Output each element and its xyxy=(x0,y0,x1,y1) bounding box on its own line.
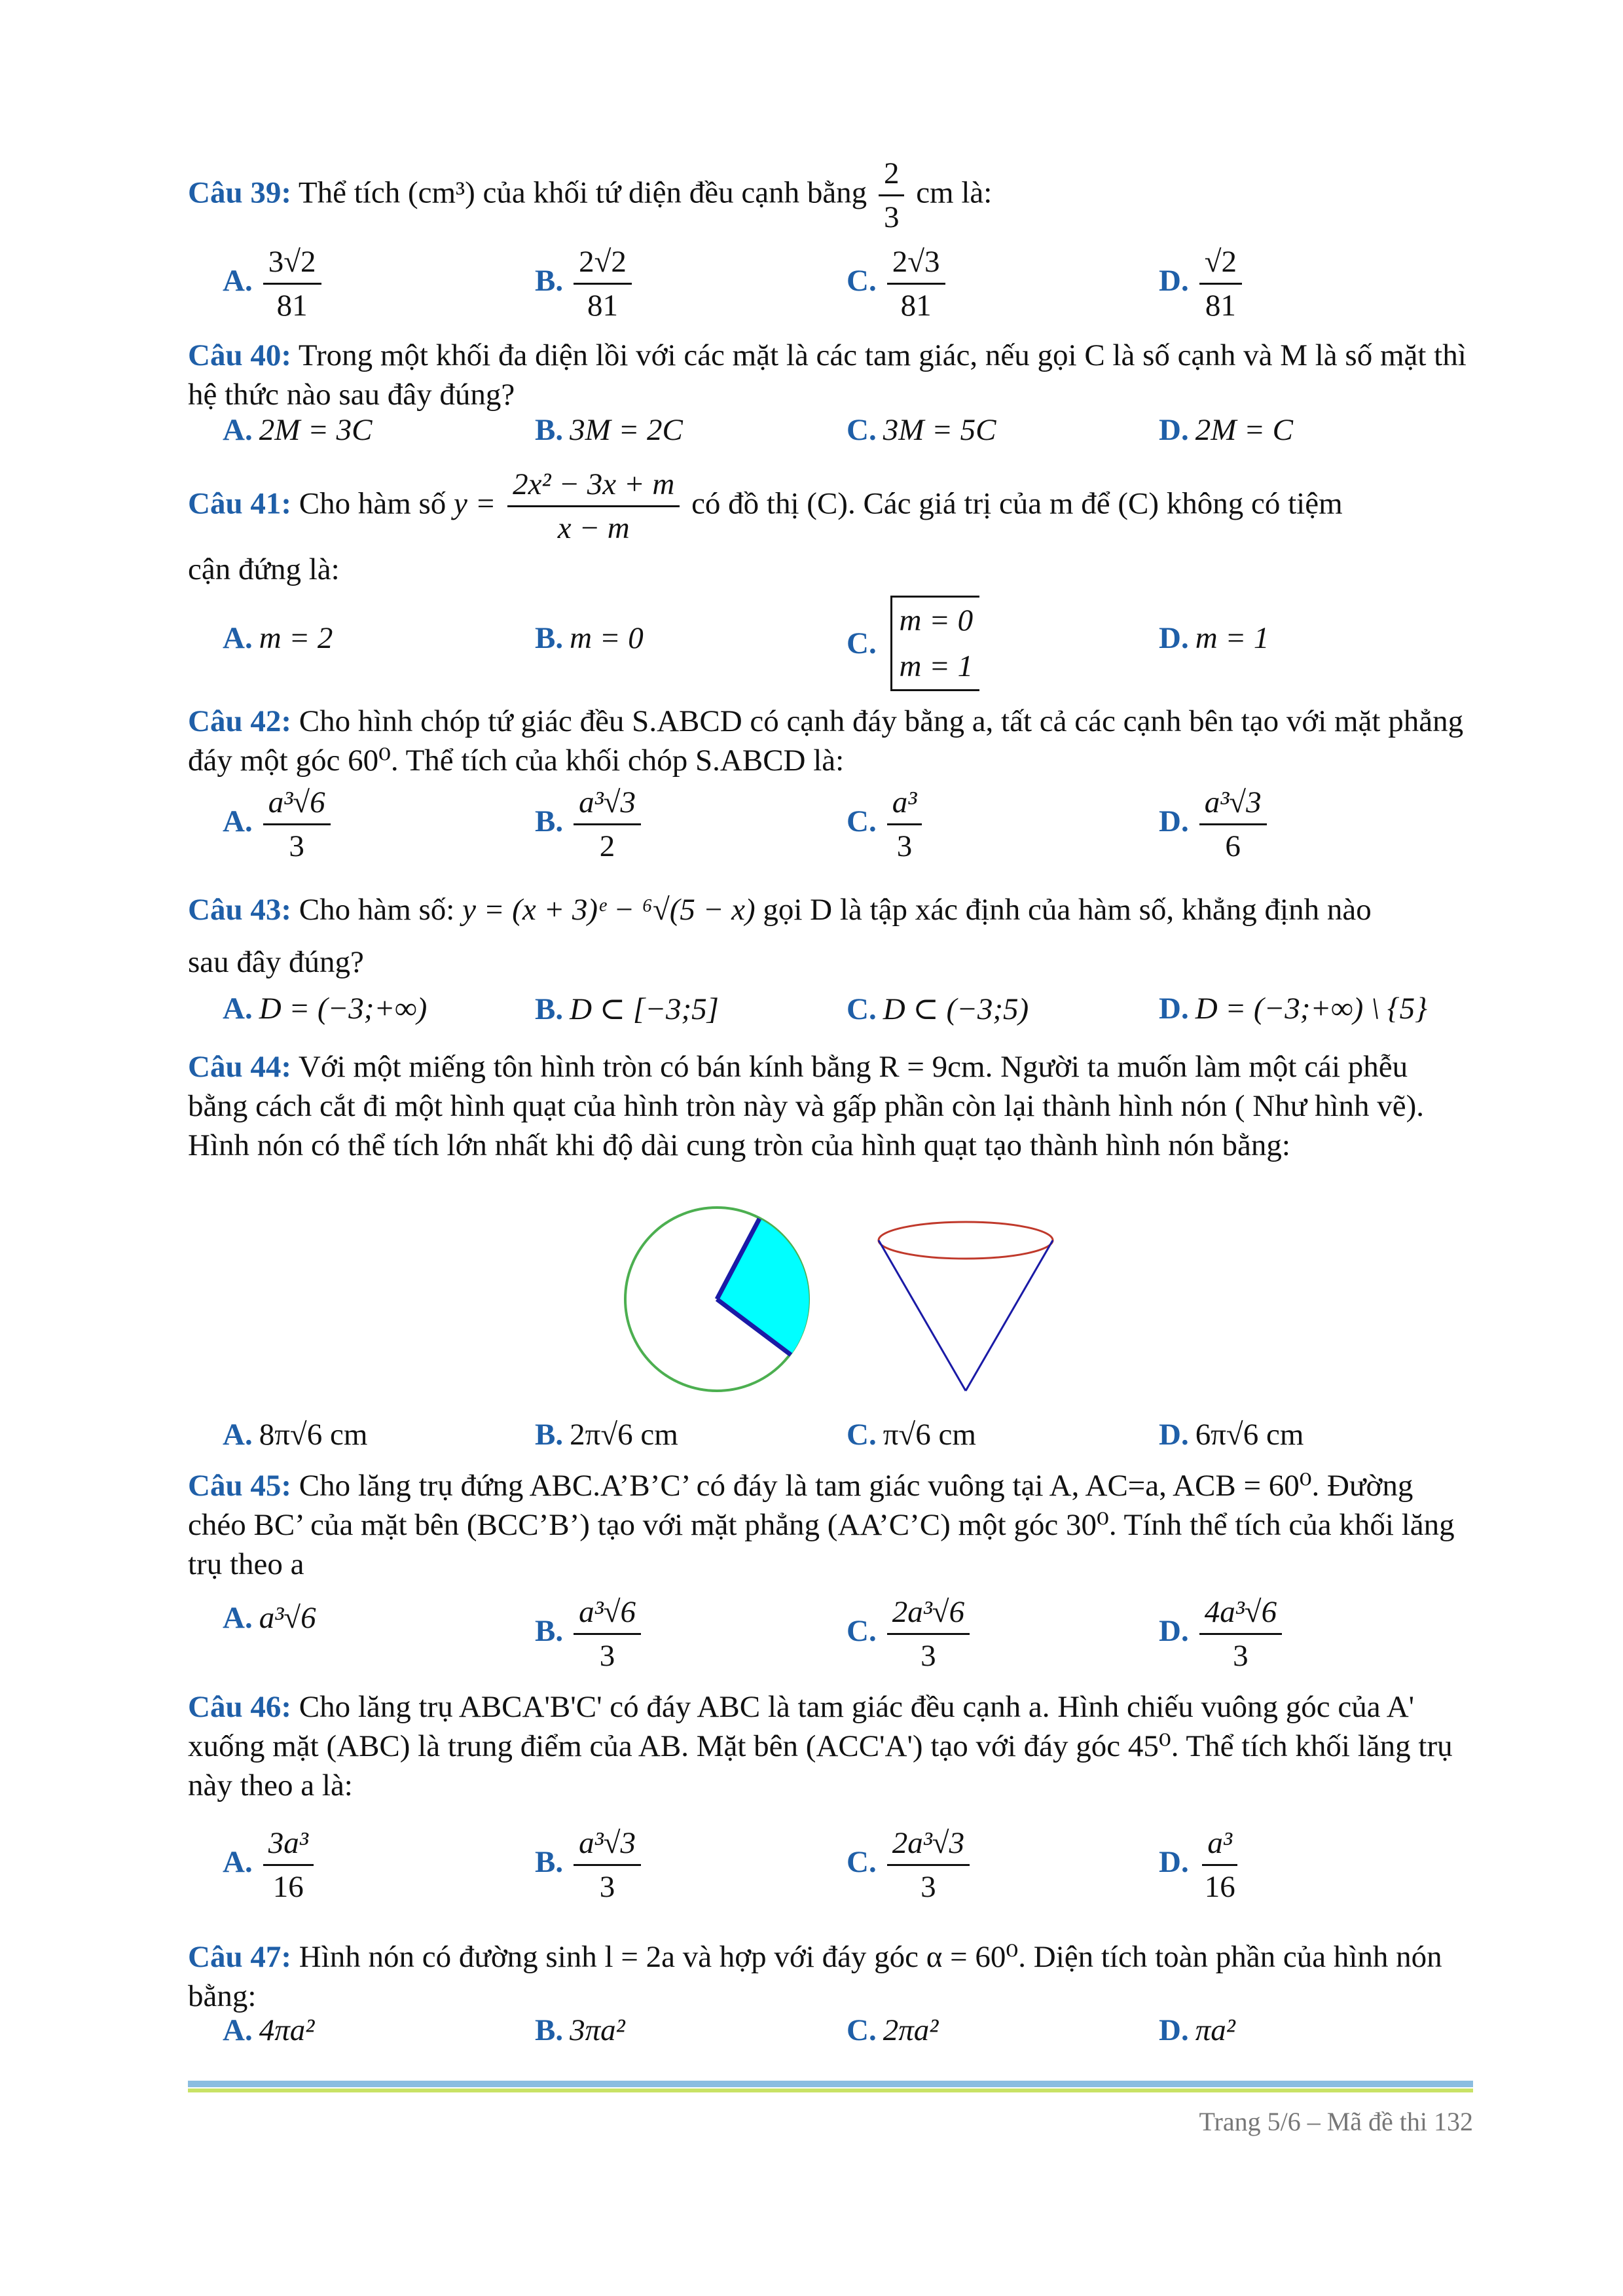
option-c[interactable]: C. 3M = 5C xyxy=(847,413,996,447)
option-d[interactable]: D. D = (−3;+∞) \ {5} xyxy=(1159,992,1427,1026)
option-c[interactable]: C. $\frac{\text{2a³√3}}{3}$ xyxy=(847,1825,974,1905)
cone-side-left xyxy=(879,1240,966,1391)
question-text: Thể tích (cm³) của khối tứ diện đều cạnh bằng xyxy=(298,175,867,210)
question-text: Cho lăng trụ đứng ABC.A’B’C’ có đáy là tam giác vuông tại A, AC=a, ACB = 60⁰. Đường chéo BC’ của mặt bên (BCC’B’) tạo với mặt phẳng (AA’C’C) một góc 30⁰. Tính thể tích của khối lăng trụ theo a xyxy=(188,1469,1455,1581)
option-c[interactable]: C. m = 0 m = 1 xyxy=(847,596,979,691)
option-c[interactable]: C. 2πa² xyxy=(847,2013,939,2047)
question-label: Câu 46: xyxy=(188,1690,291,1724)
question-text: Cho lăng trụ ABCA'B'C' có đáy ABC là tam giác đều cạnh a. Hình chiếu vuông góc của A' xuống mặt (ABC) là trung điểm của AB. Mặt bên (ACC'A') tạo với đáy góc 45⁰. Thể tích khối lăng trụ này theo a là: xyxy=(188,1690,1453,1803)
option-d[interactable]: D. πa² xyxy=(1159,2013,1235,2047)
question-tail: cm là: xyxy=(916,175,993,210)
option-d[interactable]: D. $\frac{√2}{81}$ xyxy=(1159,243,1246,324)
option-c[interactable]: C. π√6 cm xyxy=(847,1418,976,1452)
question-42 xyxy=(188,702,1473,780)
option-c[interactable]: C. $\frac{2√3}{81}$ xyxy=(847,243,949,324)
question-text: Cho hình chóp tứ giác đều S.ABCD có cạnh đáy bằng a, tất cả các cạnh bên tạo với mặt phẳng đáy một góc 60⁰. Thể tích của khối chóp S.ABCD là: xyxy=(188,704,1464,778)
option-a[interactable]: A. m = 2 xyxy=(223,621,333,655)
option-a[interactable]: A. $\frac{3√2}{81}$ xyxy=(223,243,325,324)
cone-side-right xyxy=(966,1240,1053,1391)
option-b[interactable]: B. 2π√6 cm xyxy=(535,1418,678,1452)
question-text-cont: gọi D là tập xác định của hàm số, khẳng định nào xyxy=(763,893,1372,927)
circle-sector-figure xyxy=(615,1204,1087,1401)
question-text: Trong một khối đa diện lồi với các mặt là các tam giác, nếu gọi C là số cạnh và M là số mặt thì hệ thức nào sau đây đúng? xyxy=(188,338,1467,412)
option-b[interactable]: B. $\frac{2√2}{81}$ xyxy=(535,243,636,324)
option-c[interactable]: C. $\frac{\text{a³}}{3}$ xyxy=(847,784,926,865)
question-label: Câu 47: xyxy=(188,1940,291,1974)
option-a[interactable]: A. $\frac{\text{3a³}}{16}$ xyxy=(223,1825,318,1905)
question-43-line2 xyxy=(188,942,1473,982)
question-label: Câu 44: xyxy=(188,1050,291,1084)
question-41 xyxy=(188,466,1473,547)
cone-rim xyxy=(879,1222,1053,1259)
question-label: Câu 42: xyxy=(188,704,291,738)
question-text: Cho hàm số xyxy=(299,486,447,521)
question-text-end: cận đứng là: xyxy=(188,552,340,586)
question-label: Câu 39: xyxy=(188,175,291,210)
option-d[interactable]: D. 6π√6 cm xyxy=(1159,1418,1304,1452)
option-b[interactable]: B. 3πa² xyxy=(535,2013,625,2047)
option-a[interactable]: A. a³√6 xyxy=(223,1601,316,1635)
question-47 xyxy=(188,1937,1473,2016)
footer-rule-green xyxy=(188,2089,1473,2092)
question-text-cont: có đồ thị (C). Các giá trị của m để (C) không có tiệm xyxy=(691,486,1343,521)
fraction: $\frac{\text{2x² − 3x + m}}{x - m}$ xyxy=(507,466,680,547)
question-43 xyxy=(188,890,1473,929)
option-b[interactable]: B. m = 0 xyxy=(535,621,644,655)
fraction: $\frac{2}{3}$ xyxy=(879,155,905,236)
question-label: Câu 40: xyxy=(188,338,291,372)
question-39 xyxy=(188,155,1473,236)
question-label: Câu 41: xyxy=(188,486,291,521)
question-45 xyxy=(188,1466,1473,1584)
question-text-end: sau đây đúng? xyxy=(188,945,364,979)
footer-rule-blue xyxy=(188,2081,1473,2087)
option-b[interactable]: B. D ⊂ [−3;5] xyxy=(535,992,719,1026)
option-b[interactable]: B. $\frac{\text{a³√3}}{3}$ xyxy=(535,1825,645,1905)
page-footer: Trang 5/6 – Mã đề thi 132 xyxy=(1199,2107,1473,2136)
option-a[interactable]: A. $\frac{\text{a³√6}}{3}$ xyxy=(223,784,335,865)
question-text: Hình nón có đường sinh l = 2a và hợp với đáy góc α = 60⁰. Diện tích toàn phần của hình nón bằng: xyxy=(188,1940,1442,2013)
question-label: Câu 43: xyxy=(188,893,291,927)
option-b[interactable]: B. $\frac{\text{a³√3}}{2}$ xyxy=(535,784,645,865)
question-text: Cho hàm số: xyxy=(299,893,455,927)
question-40 xyxy=(188,336,1473,414)
option-a[interactable]: A. 8π√6 cm xyxy=(223,1418,368,1452)
question-41-line2 xyxy=(188,550,1473,589)
question-46 xyxy=(188,1687,1473,1805)
question-44 xyxy=(188,1047,1473,1165)
function-lhs: y = xyxy=(454,486,496,521)
question-text: Với một miếng tôn hình tròn có bán kính bằng R = 9cm. Người ta muốn làm một cái phễu bằng cách cắt đi một hình quạt của hình tròn này và gấp phần còn lại thành hình nón ( Như hình vẽ). Hình nón có thể tích lớn nhất khi độ dài cung tròn của hình quạt tạo thành hình nón bằng: xyxy=(188,1050,1425,1162)
option-c[interactable]: C. D ⊂ (−3;5) xyxy=(847,992,1029,1026)
option-d[interactable]: D. 2M = C xyxy=(1159,413,1293,447)
option-a[interactable]: A. 4πa² xyxy=(223,2013,315,2047)
option-a[interactable]: A. 2M = 3C xyxy=(223,413,373,447)
option-d[interactable]: D. $\frac{\text{4a³√6}}{3}$ xyxy=(1159,1594,1286,1674)
option-b[interactable]: B. $\frac{\text{a³√6}}{3}$ xyxy=(535,1594,645,1674)
option-d[interactable]: D. m = 1 xyxy=(1159,621,1269,655)
question-label: Câu 45: xyxy=(188,1469,291,1503)
option-a[interactable]: A. D = (−3;+∞) xyxy=(223,992,428,1026)
option-b[interactable]: B. 3M = 2C xyxy=(535,413,683,447)
option-d[interactable]: D. $\frac{\text{a³√3}}{6}$ xyxy=(1159,784,1271,865)
option-c[interactable]: C. $\frac{\text{2a³√6}}{3}$ xyxy=(847,1594,974,1674)
formula: y = (x + 3)ᵉ − ⁶√(5 − x) xyxy=(462,893,756,927)
option-d[interactable]: D. $\frac{\text{a³}}{16}$ xyxy=(1159,1825,1245,1905)
